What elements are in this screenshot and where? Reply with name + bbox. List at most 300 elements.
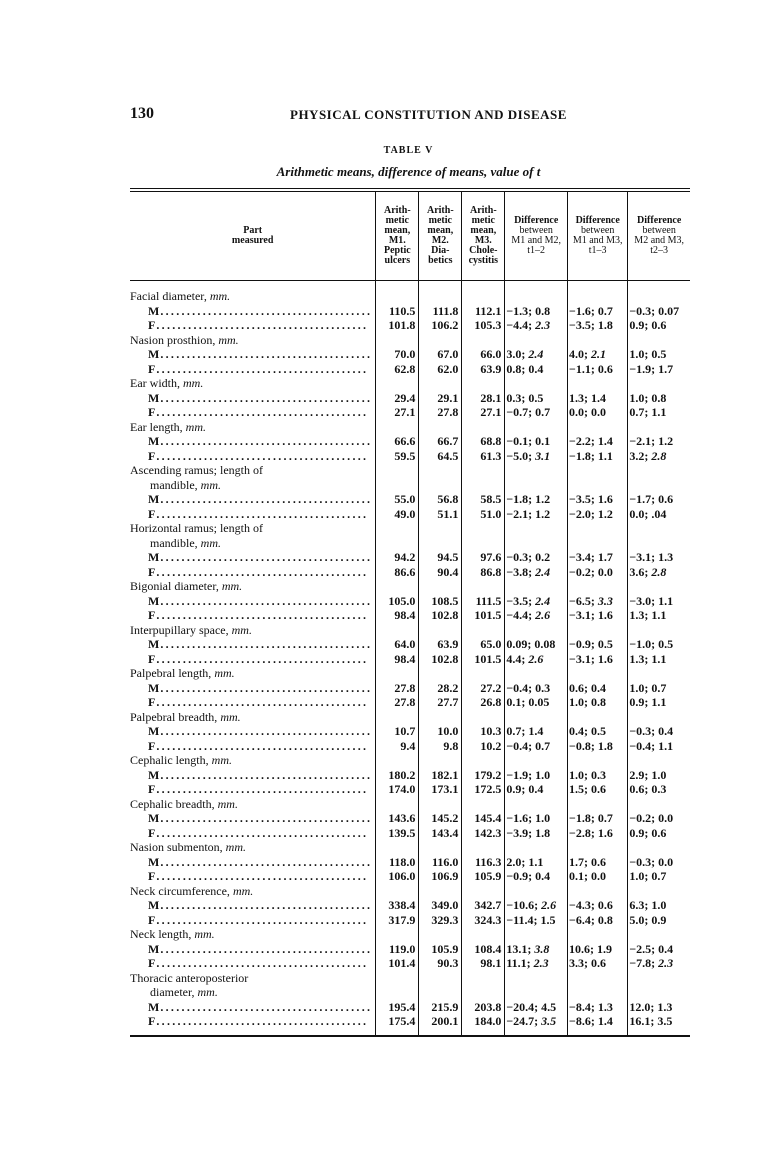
difference-value: −20.4; [506,999,539,1014]
difference-value: 0.7; [629,405,649,420]
empty-cell [568,753,628,768]
empty-cell [462,753,505,768]
t-value: 1.1 [528,854,544,869]
difference-value: −0.3; [629,724,656,739]
mean-m3: 108.4 [462,942,505,957]
sex-cell [130,782,376,797]
mean-m3: 112.1 [462,304,505,319]
difference-value: 1.3; [629,651,649,666]
empty-cell [505,376,568,391]
header-line: measured [231,235,274,246]
difference-value: 3.2; [629,448,649,463]
header-line: Arith- [383,205,411,216]
empty-cell [505,281,568,304]
dot-leader: ........................................ [160,593,373,608]
mean-m2: 182.1 [419,768,462,783]
dot-leader: ........................................ [156,608,369,623]
diff-d23 [628,507,690,522]
empty-cell [376,971,419,986]
diff-d23 [628,550,690,565]
diff-d13 [568,652,628,667]
table-row [130,1000,690,1015]
part-title [130,281,376,304]
difference-value: 0.8; [506,361,526,376]
difference-value: −2.0; [569,506,595,521]
t-value: 1.3 [658,550,674,565]
t-value: 3.5 [657,1014,673,1029]
table-row [130,942,690,957]
sex-label-wrap [130,768,372,782]
table-row [130,869,690,884]
data-table [130,188,690,1037]
dot-leader: ........................................ [160,434,373,449]
diff-d13 [568,724,628,739]
empty-cell [628,884,690,899]
difference-value: 0.1; [506,695,526,710]
difference-value: 12.0; [629,999,655,1014]
t-value: 0.9 [651,912,667,927]
diff-d12 [505,811,568,826]
dot-leader: ........................................ [160,854,373,869]
mean-m1: 59.5 [376,449,419,464]
part-title [130,753,376,768]
t-value: 0.8 [597,912,613,927]
t-value: 0.3 [651,782,667,797]
empty-cell [568,579,628,594]
diff-d13 [568,739,628,754]
t-value: 0.08 [534,637,556,652]
table-caption: Arithmetic means, difference of means, value of t [276,164,541,179]
part-title-text: Nasion submenton, [130,840,223,855]
diff-d23 [628,898,690,913]
unit-label: mm. [200,535,221,550]
empty-cell [419,623,462,638]
mean-m2: 143.4 [419,826,462,841]
t-value: 1.1 [651,651,667,666]
diff-d13 [568,681,628,696]
diff-d12 [505,768,568,783]
t-value: 0.8 [591,695,607,710]
diff-d13 [568,347,628,362]
sex-cell [130,318,376,333]
diff-d23 [628,768,690,783]
sex-label: M [148,680,160,695]
mean-m2: 62.0 [419,362,462,377]
part-title [130,971,376,986]
empty-cell [462,281,505,304]
empty-cell [462,521,505,536]
empty-cell [419,281,462,304]
empty-cell [568,521,628,536]
sex-cell [130,826,376,841]
diff-d12 [505,782,568,797]
t-value: 1.0 [651,767,667,782]
difference-value: 0.9; [629,825,649,840]
diff-d13 [568,492,628,507]
mean-m3: 142.3 [462,826,505,841]
t-value: 0.8 [535,303,551,318]
difference-value: 0.4; [569,724,589,739]
difference-value: −3.0; [629,593,656,608]
diff-d23 [628,391,690,406]
empty-cell [568,478,628,493]
t-value: 0.5 [528,390,544,405]
diff-d12 [505,695,568,710]
empty-cell [376,463,419,478]
part-title-text: mandible, [150,535,198,550]
dot-leader: ........................................ [160,637,373,652]
difference-value: −6.5; [569,593,595,608]
t-value: 0.4 [658,724,674,739]
part-title [130,478,376,493]
mean-m2: 9.8 [419,739,462,754]
dot-leader: ........................................ [160,724,373,739]
difference-value: 16.1; [629,1014,655,1029]
difference-value: 0.3; [506,390,526,405]
part-title [130,333,376,348]
header-line: Arith- [469,205,497,216]
t-value: 0.6 [597,898,613,913]
diff-d12 [505,724,568,739]
diff-d23 [628,913,690,928]
t-value: 4.5 [541,999,557,1014]
sex-label: F [148,695,156,710]
group-title-row [130,884,690,899]
group-title-row [130,840,690,855]
sex-label-wrap [130,739,372,753]
empty-cell [505,797,568,812]
t-value: 0.7 [535,738,551,753]
dot-leader: ........................................ [156,1014,369,1029]
t-value: 2.3 [535,318,551,333]
empty-cell [419,884,462,899]
empty-cell [628,753,690,768]
empty-cell [628,971,690,986]
diff-d13 [568,898,628,913]
difference-value: −5.0; [506,448,533,463]
diff-d12 [505,492,568,507]
header-line: mean, [470,225,497,236]
mean-m1: 64.0 [376,637,419,652]
part-title-text: Cephalic breadth, [130,796,215,811]
mean-m1: 175.4 [376,1014,419,1036]
table-row [130,652,690,667]
dot-leader: ........................................ [156,825,369,840]
sex-cell [130,550,376,565]
difference-value: −0.4; [629,738,656,753]
empty-cell [628,797,690,812]
difference-value: −7.8; [629,956,656,971]
header-line: between [581,225,615,236]
part-title-text: Bigonial diameter, [130,579,219,594]
diff-d23 [628,565,690,580]
mean-m2: 56.8 [419,492,462,507]
empty-cell [419,710,462,725]
difference-value: −0.1; [506,434,533,449]
empty-cell [419,420,462,435]
diff-d23 [628,1000,690,1015]
mean-m2: 106.9 [419,869,462,884]
t-value: 1.6 [597,492,613,507]
diff-d12 [505,507,568,522]
dot-leader: ........................................ [160,390,373,405]
diff-d12 [505,739,568,754]
sex-label: F [148,318,156,333]
dot-leader: ........................................ [160,680,373,695]
t-value: 3.1 [535,448,551,463]
difference-value: −1.1; [569,361,595,376]
sex-label-wrap [130,695,372,709]
header-line: ulcers [384,255,411,266]
header-line: Difference [575,215,620,226]
diff-d23 [628,942,690,957]
unit-label: mm. [183,376,204,391]
group-title-row [130,579,690,594]
empty-cell [462,985,505,1000]
dot-leader: ........................................ [156,738,369,753]
sex-label: F [148,506,156,521]
difference-value: 0.9; [506,782,526,797]
sex-label: M [148,303,160,318]
diff-d13 [568,434,628,449]
difference-value: −0.9; [569,637,595,652]
running-head: PHYSICAL CONSTITUTION AND DISEASE [290,107,567,122]
difference-value: −3.1; [629,550,656,565]
t-value: 1.4 [597,434,613,449]
difference-value: 10.6; [569,941,595,956]
sex-label: F [148,956,156,971]
group-title-row [130,753,690,768]
t-value: 2.6 [535,608,551,623]
header-line: t1–3 [588,245,607,256]
empty-cell [462,536,505,551]
t-value: 0.7 [651,869,667,884]
difference-value: −3.5; [569,492,595,507]
sex-label: M [148,898,160,913]
header-diff-13 [568,190,628,281]
empty-cell [568,536,628,551]
diff-d23 [628,637,690,652]
table-row [130,826,690,841]
empty-cell [505,420,568,435]
mean-m3: 105.9 [462,869,505,884]
diff-d13 [568,942,628,957]
diff-d23 [628,695,690,710]
sex-label-wrap [130,942,372,956]
mean-m1: 106.0 [376,869,419,884]
difference-value: −1.9; [629,361,656,376]
t-value: 3.8 [534,941,550,956]
t-value: 1.6 [597,825,613,840]
t-value: 0.0 [658,854,674,869]
part-title [130,927,376,942]
part-title [130,623,376,638]
dot-leader: ........................................ [160,492,373,507]
difference-value: −3.1; [569,608,595,623]
mean-m1: 10.7 [376,724,419,739]
empty-cell [376,797,419,812]
empty-cell [462,797,505,812]
header-line: Arith- [426,205,454,216]
group-title-row [130,333,690,348]
t-value: 0.07 [658,303,680,318]
difference-value: −6.4; [569,912,595,927]
empty-cell [628,579,690,594]
mean-m1: 55.0 [376,492,419,507]
difference-value: −2.2; [569,434,595,449]
mean-m1: 62.8 [376,362,419,377]
mean-m3: 63.9 [462,362,505,377]
difference-value: −2.1; [506,506,533,521]
unit-label: mm. [214,666,235,681]
diff-d23 [628,956,690,971]
difference-value: −0.3; [629,854,656,869]
empty-cell [419,971,462,986]
empty-cell [462,420,505,435]
dot-leader: ........................................ [160,347,373,362]
table-row [130,1014,690,1036]
diff-d13 [568,362,628,377]
empty-cell [568,463,628,478]
sex-label-wrap [130,347,372,361]
part-title [130,376,376,391]
header-row [130,190,690,281]
sex-label-wrap [130,681,372,695]
empty-cell [419,521,462,536]
t-value: 0.4 [528,361,544,376]
group-title-row [130,463,690,478]
empty-cell [568,666,628,681]
diff-d12 [505,362,568,377]
t-value: 0.2 [535,550,551,565]
sex-label: M [148,434,160,449]
empty-cell [505,579,568,594]
sex-label-wrap [130,869,372,883]
sex-cell [130,434,376,449]
mean-m3: 27.2 [462,681,505,696]
sex-label: F [148,738,156,753]
table-row [130,608,690,623]
t-value: 0.0 [591,405,607,420]
mean-m3: 184.0 [462,1014,505,1036]
difference-value: −0.3; [506,550,533,565]
header-line: metic [385,215,409,226]
t-value: 1.6 [597,651,613,666]
part-title-text: Neck circumference, [130,883,230,898]
difference-value: 0.6; [569,680,589,695]
mean-m2: 106.2 [419,318,462,333]
t-value: 1.1 [658,738,674,753]
part-title-text: Interpupillary space, [130,622,229,637]
mean-m2: 111.8 [419,304,462,319]
difference-value: 2.0; [506,854,526,869]
sex-label: M [148,811,160,826]
diff-d13 [568,550,628,565]
empty-cell [376,579,419,594]
part-title [130,463,376,478]
header-line: Difference [637,215,682,226]
difference-value: −4.4; [506,318,533,333]
sex-label: F [148,361,156,376]
t-value: 0.5 [658,637,674,652]
sex-cell [130,913,376,928]
empty-cell [462,333,505,348]
diff-d13 [568,695,628,710]
unit-label: mm. [197,985,218,1000]
sex-label: M [148,724,160,739]
empty-cell [628,927,690,942]
sex-label: M [148,347,160,362]
diff-d13 [568,391,628,406]
empty-cell [505,753,568,768]
dot-leader: ........................................ [156,448,369,463]
difference-value: −1.9; [506,767,533,782]
part-title [130,710,376,725]
mean-m3: 66.0 [462,347,505,362]
unit-label: mm. [231,622,252,637]
part-title-text: Palpebral length, [130,666,212,681]
sex-cell [130,492,376,507]
diff-d12 [505,869,568,884]
mean-m2: 90.3 [419,956,462,971]
difference-value: −1.7; [629,492,656,507]
mean-m3: 61.3 [462,449,505,464]
part-title [130,666,376,681]
sex-cell [130,695,376,710]
mean-m1: 9.4 [376,739,419,754]
sex-cell [130,724,376,739]
t-value: 1.8 [535,825,551,840]
diff-d23 [628,739,690,754]
unit-label: mm. [221,579,243,594]
part-title-text: Thoracic anteroposterior [130,970,249,985]
t-value: .04 [651,506,667,521]
sex-label: F [148,564,156,579]
diff-d13 [568,507,628,522]
diff-d23 [628,782,690,797]
empty-cell [376,710,419,725]
empty-cell [628,333,690,348]
empty-cell [628,521,690,536]
mean-m2: 116.0 [419,855,462,870]
mean-m1: 195.4 [376,1000,419,1015]
page-number: 130 [130,105,154,122]
mean-m3: 58.5 [462,492,505,507]
sex-cell [130,405,376,420]
difference-value: −0.2; [569,564,595,579]
diff-d23 [628,1014,690,1036]
diff-d12 [505,318,568,333]
sex-label-wrap [130,855,372,869]
header-line: between [642,225,676,236]
mean-m2: 67.0 [419,347,462,362]
unit-label: mm. [209,289,231,304]
empty-cell [628,478,690,493]
difference-value: 0.9; [629,695,649,710]
t-value: 2.4 [535,564,551,579]
empty-cell [462,971,505,986]
t-value: 0.5 [591,724,607,739]
difference-value: −0.4; [506,680,533,695]
header-line: Peptic [384,245,411,256]
sex-label-wrap [130,434,372,448]
sex-cell [130,565,376,580]
difference-value: 0.1; [569,869,589,884]
empty-cell [628,623,690,638]
empty-cell [376,420,419,435]
part-title-text: diameter, [150,985,195,1000]
mean-m3: 179.2 [462,768,505,783]
